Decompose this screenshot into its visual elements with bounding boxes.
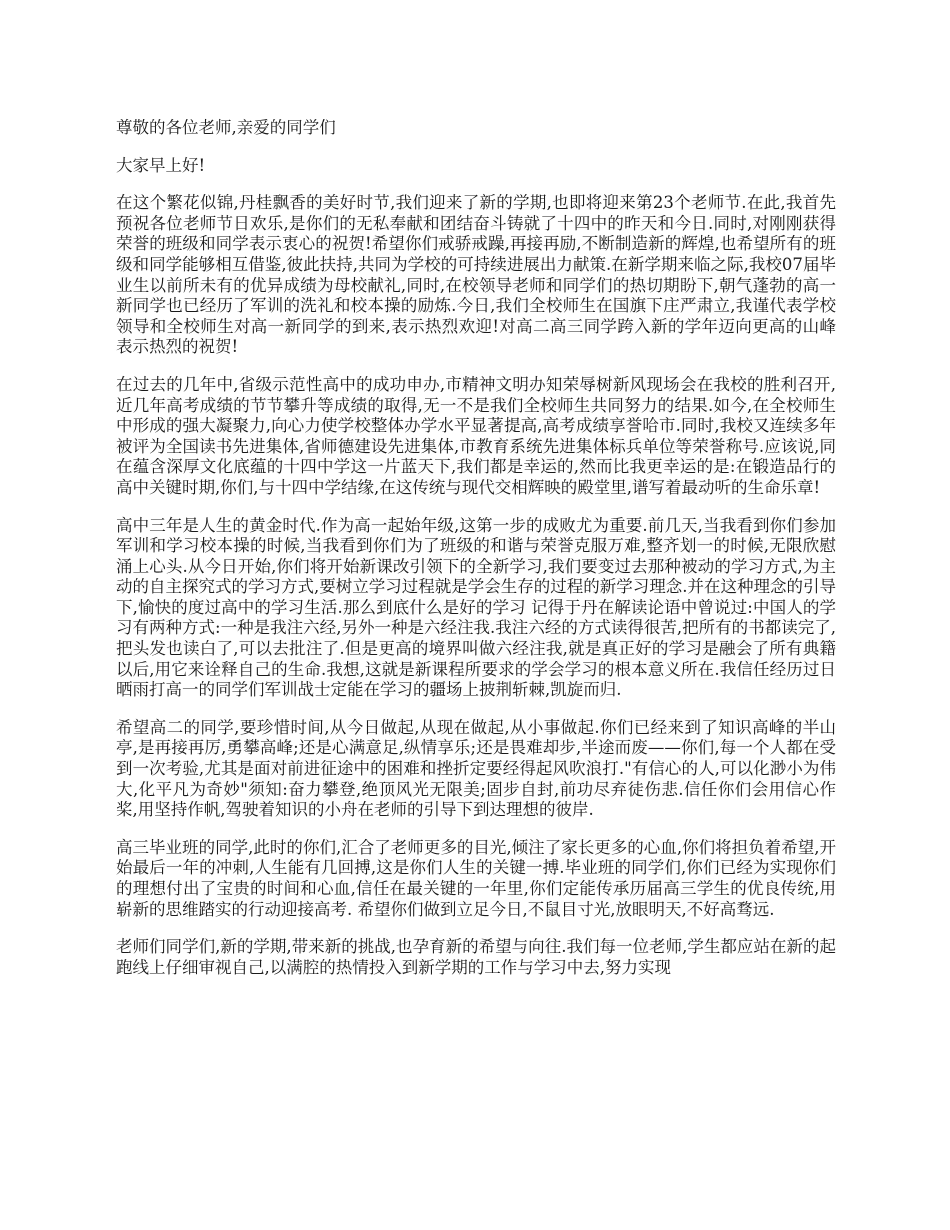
- paragraph-1: 在这个繁花似锦,丹桂飘香的美好时节,我们迎来了新的学期,也即将迎来第23个老师节.在此,我首先预祝各位老师节日欢乐,是你们的无私奉献和团结奋斗铸就了十四中的昨天和今日.同时,对刚刚获得荣誉的班级和同学表示衷心的祝贺!希望你们戒骄戒躁,再接再励,不断制造新的辉煌,也希望所有的班级和同学能够相互借鉴,彼此扶持,共同为学校的可持续进展出力献策.在新学期来临之际,我校07届毕业生以前所未有的优异成绩为母校献礼,同时,在校领导老师和同学们的热切期盼下,朝气蓬勃的高一新同学也已经历了军训的洗礼和校本操的励炼.今日,我们全校师生在国旗下庄严肃立,我谨代表学校领导和全校师生对高一新同学的到来,表示热烈欢迎!对高二高三同学跨入新的学年迈向更高的山峰表示热烈的祝贺!: [116, 193, 836, 357]
- paragraph-6: 老师们同学们,新的学期,带来新的挑战,也孕育新的希望与向往.我们每一位老师,学生都应站在新的起跑线上仔细审视自己,以满腔的热情投入到新学期的工作与学习中去,努力实现: [116, 937, 836, 977]
- greeting: 大家早上好!: [116, 155, 206, 175]
- salutation: 尊敬的各位老师,亲爱的同学们: [116, 118, 336, 137]
- document-page: [116, 118, 836, 995]
- paragraph-2: 在过去的几年中,省级示范性高中的成功申办,市精神文明办知荣辱树新风现场会在我校的胜利召开,近几年高考成绩的节节攀升等成绩的取得,无一不是我们全校师生共同努力的结果.如今,在全校师生中形成的强大凝聚力,向心力使学校整体办学水平显著提高,高考成绩享誉哈市.同时,我校又连续多年被评为全国读书先进集体,省师德建设先进集体,市教育系统先进集体标兵单位等荣誉称号.应该说,同在蕴含深厚文化底蕴的十四中学这一片蓝天下,我们都是幸运的,然而比我更幸运的是:在锻造品行的高中关键时期,你们,与十四中学结缘,在这传统与现代交相辉映的殿堂里,谱写着最动听的生命乐章!: [116, 374, 836, 497]
- paragraph-4: 希望高二的同学,要珍惜时间,从今日做起,从现在做起,从小事做起.你们已经来到了知识高峰的半山亭,是再接再厉,勇攀高峰;还是心满意足,纵情享乐;还是畏难却步,半途而废——你们,每一个人都在受到一次考验,尤其是面对前进征途中的困难和挫折定要经得起风吹浪打."有信心的人,可以化渺小为伟大,化平凡为奇妙"须知:奋力攀登,绝顶风光无限美;固步自封,前功尽弃徒伤悲.信任你们会用信心作桨,用坚持作帆,驾驶着知识的小舟在老师的引导下到达理想的彼岸.: [116, 717, 836, 820]
- paragraph-3: 高中三年是人生的黄金时代.作为高一起始年级,这第一步的成败尤为重要.前几天,当我看到你们参加军训和学习校本操的时候,当我看到你们为了班级的和谐与荣誉克服万难,整齐划一的时候,无限欣慰涌上心头.从今日开始,你们将开始新课改引领下的全新学习,我们要变过去那种被动的学习方式,为主动的自主探究式的学习方式,要树立学习过程就是学会生存的过程的新学习理念.并在这种理念的引导下,愉快的度过高中的学习生活.那么到底什么是好的学习 记得于丹在解读论语中曾说过:中国人的学习有两种方式:一种是我注六经,另外一种是六经注我.我注六经的方式读得很苦,把所有的书都读完了,把头发也读白了,可以去批注了.但是更高的境界叫做六经注我,就是真正好的学习是融会了所有典籍以后,用它来诠释自己的生命.我想,这就是新课程所要求的学会学习的根本意义所在.我信任经历过日晒雨打高一的同学们军训战士定能在学习的疆场上披荆斩棘,凯旋而归.: [116, 515, 836, 700]
- paragraph-5: 高三毕业班的同学,此时的你们,汇合了老师更多的目光,倾注了家长更多的心血,你们将担负着希望,开始最后一年的冲刺,人生能有几回搏,这是你们人生的关键一搏.毕业班的同学们,你们已经为实现你们的理想付出了宝贵的时间和心血,信任在最关键的一年里,你们定能传承历届高三学生的优良传统,用崭新的思维踏实的行动迎接高考. 希望你们做到立足今日,不鼠目寸光,放眼明天,不好高骛远.: [116, 837, 836, 919]
